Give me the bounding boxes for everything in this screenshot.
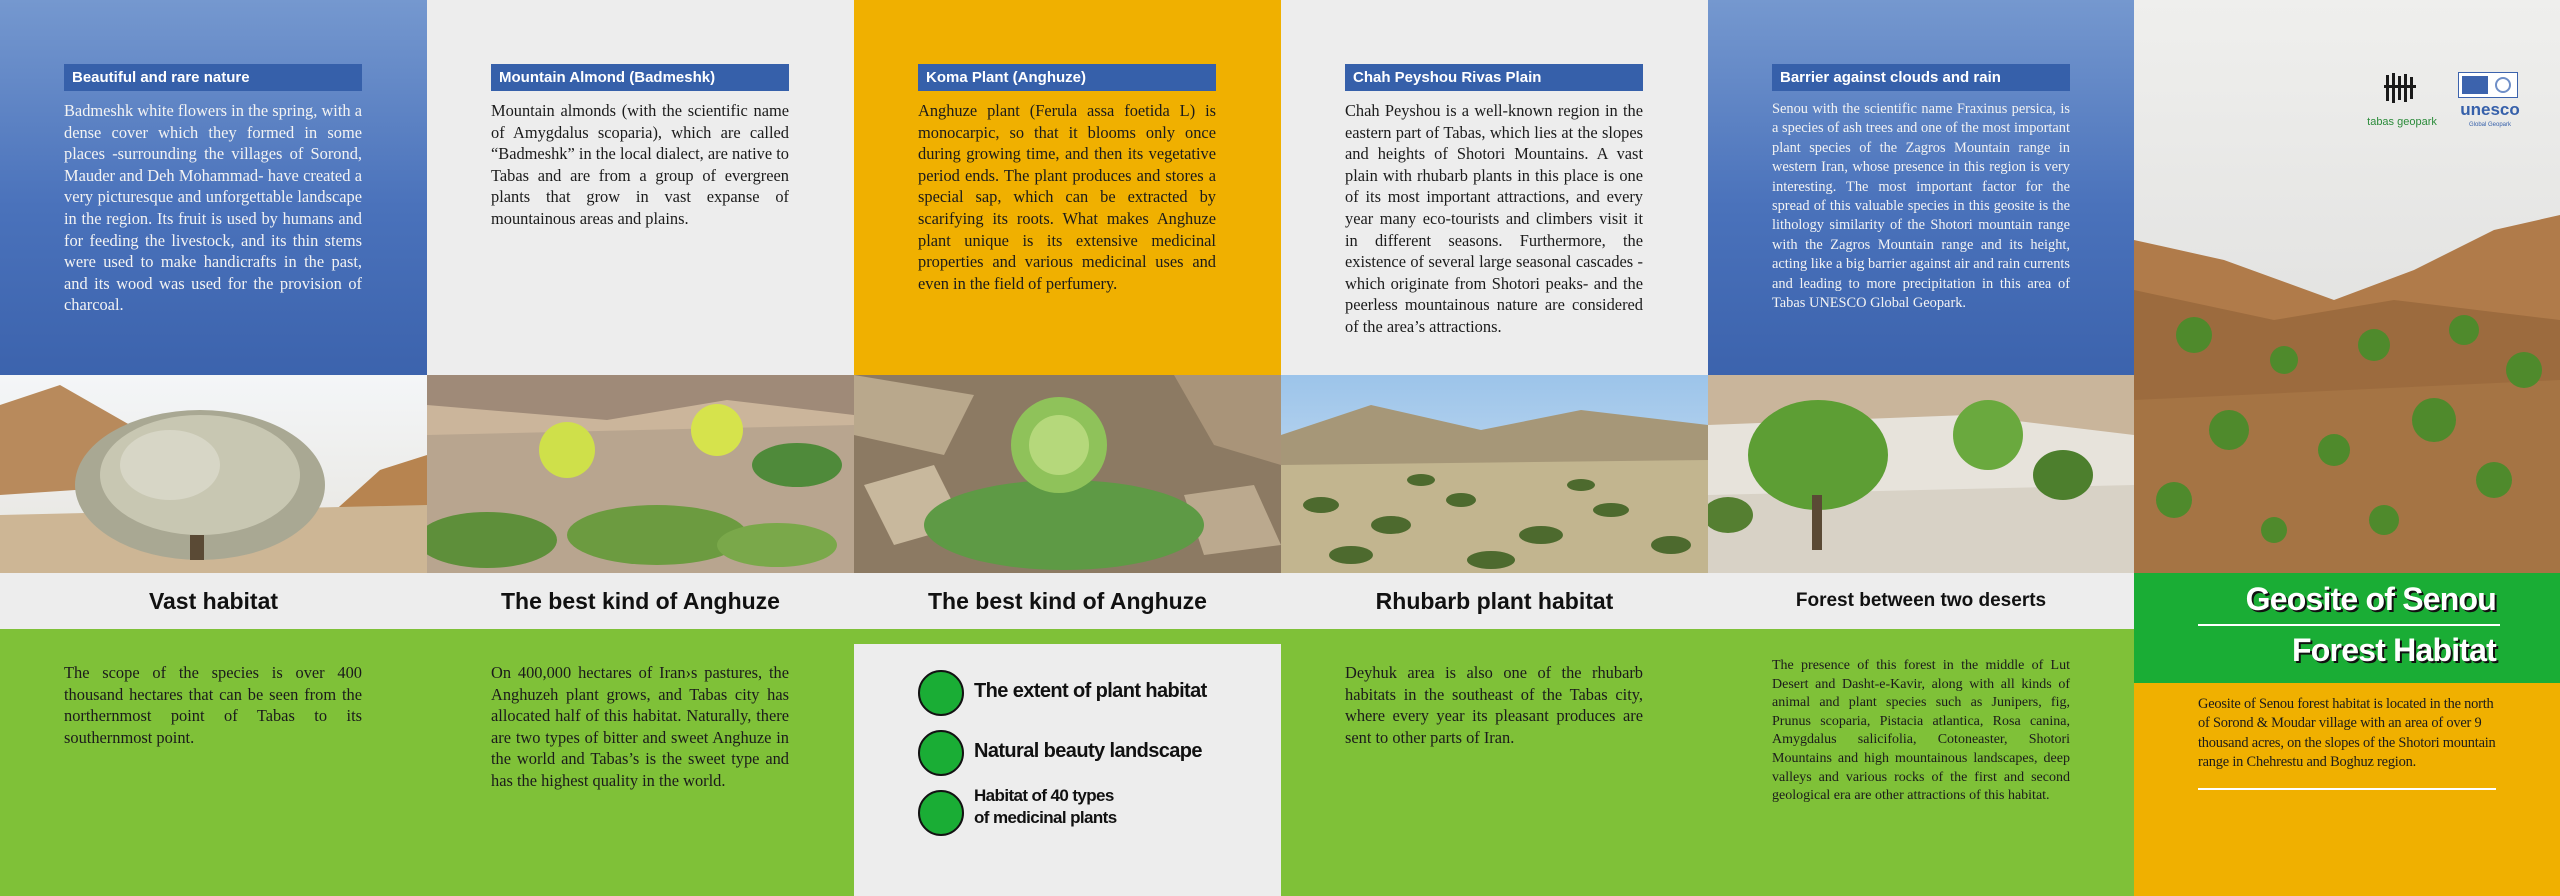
feature-natural-beauty: Natural beauty landscape [974,740,1202,762]
feature-medicinal-line2: of medicinal plants [974,808,1117,827]
cover-title-block [2134,573,2560,683]
bottom-text: The presence of this forest in the middle of Lut Desert and Dasht-e-Kavir, along with all kinds of animal and plant species such as Junipers, fig, Prunus scoparia, Pistacia atlantica, Rosa canina, Amygdalus salicifolia, Cotoneaster, Shotori Mountains and high mountainous landscapes, deep valleys and various rocks of the first and second geological era are other attractions of this habitat. [1772,658,2070,804]
band-title-text: Forest between two deserts [1795,590,2047,611]
panel-bottom [427,629,854,896]
anghuze-field-photo [427,375,854,573]
panel-bottom [0,629,427,896]
band-title-text: Rhubarb plant habitat [1375,587,1614,614]
features-box [854,644,1281,896]
band-title [1281,573,1708,629]
panel-top [427,0,854,375]
band-title-text: Vast habitat [148,587,279,614]
panel-chah-peyshou [1281,0,1708,896]
section-text: Senou with the scientific name Fraxinus persica, is a species of ash trees and one of the most important plant species of the Zagros Mountain range in western Iran, whose presence in this region is very interesting. The most important factor for the spread of this valuable species in this geosite is the lithology similarity of the Shotori mountain range with the Zagros Mountain range and its height, acting like a big barrier against air and rain currents and leading to more precipitation in this area of Tabas UNESCO Global Geopark. [1772,101,2070,312]
section-text: Badmeshk white flowers in the spring, with a dense cover which they formed in some places -surrounding the villages of Sorond, Mauder and Deh Mohammad- have created a very picturesque and unforgettable landscape in the region. Its fruit is used by humans and for feeding the livestock, and its thin stems were used to make handicrafts in the past, and its wood was used for the provision of charcoal. [64,101,362,315]
cover-description: Geosite of Senou forest habitat is located in the north of Sorond & Moudar village with an area of over 9 thousand acres, on the slopes of the Shotori mountain range in Chehrestu and Boghuz region. [2198,696,2496,771]
panel-top [1281,0,1708,375]
bottom-text: The scope of the species is over 400 thousand hectares that can be seen from the northernmost point of Tabas to its southernmost point. [64,663,362,747]
rhubarb-plain-photo [1281,375,1708,573]
bottom-text: On 400,000 hectares of Iran›s pastures, the Anghuzeh plant grows, and Tabas city has allocated half of this habitat. Naturally, there are two types of bitter and sweet Anghuze in the world and Tabas’s is the sweet type and has the highest quality in the world. [491,663,789,790]
section-header: Chah Peyshou Rivas Plain [1345,64,1643,91]
description-divider [2198,788,2496,790]
bottom-text: Deyhuk area is also one of the rhubarb habitats in the southeast of the Tabas city, where every year its pleasant produces are sent to other parts of Iran. [1345,663,1643,747]
panel-bottom [1281,629,1708,896]
section-text: Mountain almonds (with the scientific name of Amygdalus scoparia), which are called “Badmeshk” in the local dialect, are native to Tabas and are from a group of evergreen plants that grow in vast expanse of mountainous areas and plains. [491,101,789,228]
geopark-emblem-icon [2382,66,2422,110]
cover-title-line1: Geosite of Senou [2245,581,2496,617]
unesco-logo [2450,70,2530,140]
section-header: Koma Plant (Anghuze) [918,64,1216,91]
band-title [1708,573,2134,629]
panel-bottom [854,629,1281,896]
feature-habitat-extent: The extent of plant habitat [974,680,1207,702]
unesco-emblem-icon [2458,72,2518,98]
panel-top [0,0,427,375]
panel-top [854,0,1281,375]
cover-title-line2: Forest Habitat [2292,632,2496,668]
band-title [854,573,1281,629]
feature-bullet [918,790,964,836]
feature-bullet [918,670,964,716]
section-text: Anghuze plant (Ferula assa foetida L) is monocarpic, so that it blooms only once during growing time, and then its vegetative period ends. The plant produces and stores a special sap, which can be extracted by scarifying its roots. What makes Anghuze plant unique is its extensive medicinal properties and various medicinal uses and even in the field of perfumery. [918,101,1216,293]
panel-mountain-almond [427,0,854,896]
cover-panel [2134,0,2560,896]
band-title-text: The best kind of Anghuze [501,587,780,614]
section-header: Mountain Almond (Badmeshk) [491,64,789,91]
panel-beautiful-nature [0,0,427,896]
unesco-logo-subtext: Global Geopark [2468,122,2512,128]
senou-trees-photo [1708,375,2134,573]
band-title-text: The best kind of Anghuze [928,587,1207,614]
panel-top [1708,0,2134,375]
band-title [427,573,854,629]
geopark-logo-text: tabas geopark [2367,116,2437,128]
panel-bottom [1708,629,2134,896]
badmeshk-shrub-photo [0,375,427,573]
tabas-geopark-logo [2362,66,2442,136]
section-header: Barrier against clouds and rain [1772,64,2070,91]
unesco-logo-text: unesco [2460,100,2520,119]
panel-senou-barrier [1708,0,2134,896]
section-text: Chah Peyshou is a well-known region in the eastern part of Tabas, which lies at the slopes and heights of Shotori Mountains. A vast plain with rhubarb plants in this place is one of its most important attractions, and every year many eco-tourists and climbers visit it in different seasons. Furthermore, the existence of several large seasonal cascades -which originate from Shotori peaks- and the peerless mountainous nature are considered of the area’s attractions. [1345,101,1643,336]
panel-koma-plant [854,0,1281,896]
section-header: Beautiful and rare nature [64,64,362,91]
anghuze-plant-photo [854,375,1281,573]
band-title [0,573,427,629]
feature-bullet [918,730,964,776]
cover-description-block [2134,683,2560,896]
feature-medicinal-line1: Habitat of 40 types [974,786,1114,805]
title-divider [2198,624,2500,626]
